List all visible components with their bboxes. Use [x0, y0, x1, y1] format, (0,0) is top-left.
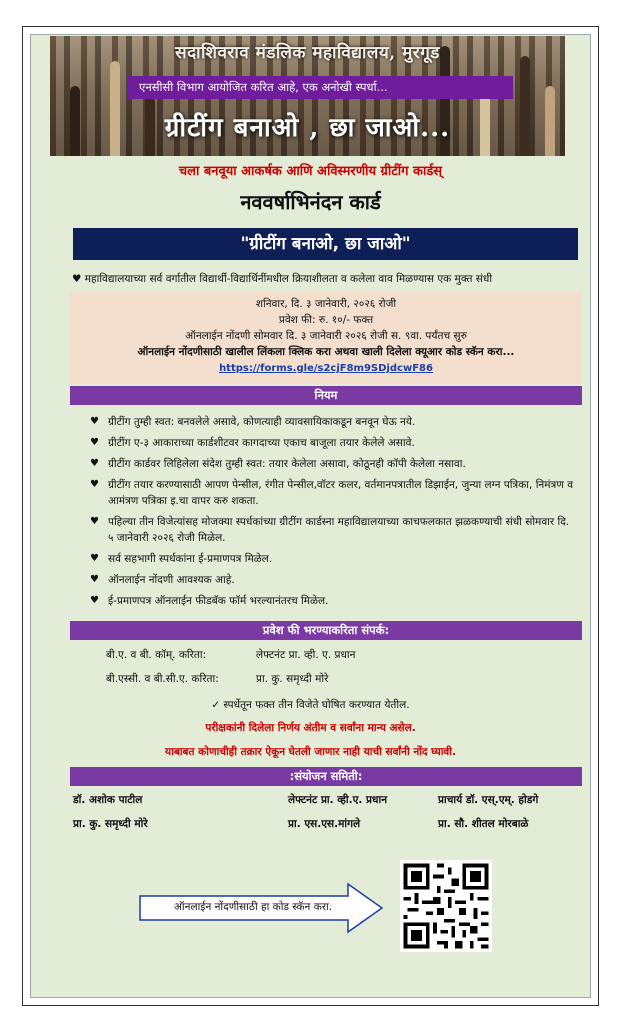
entry-fee: प्रवेश फी: रु. १०/- फक्त — [278, 314, 374, 326]
heart-icon: ♥ — [90, 479, 99, 490]
header-banner — [50, 36, 565, 156]
winners-note: ✓ स्पर्धेतून फक्त तीन विजेते घोषित करण्यात येतील. — [211, 699, 410, 711]
contact-heading: प्रवेश फी भरण्याकरिता संपर्क: — [70, 621, 582, 640]
committee-member: प्राचार्य डॉ. एस्.एम्. होडगे — [438, 794, 539, 806]
contact-label: बी.ए. व बी. कॉम्. करिता: — [106, 649, 207, 661]
list-item: ♥ ऑनलाईन नोंदणी आवश्यक आहे. — [90, 574, 235, 586]
contact-label: बी.एस्सी. व बी.सी.ए. करिता: — [106, 673, 219, 685]
rules-heading: नियम — [70, 386, 582, 405]
college-name: सदाशिवराव मंडलिक महाविद्यालय, मुरगूड — [175, 43, 440, 63]
list-item: ♥ पहिल्या तीन विजेत्यांसह मोजक्या स्पर्धकांच्या ग्रीटींग कार्डस्ना महाविद्यालयाच्या काचफलकात झळकण्याची संधी सोमवार दि. ५ जानेवारी २०२६ रोजी मिळेल. — [90, 516, 570, 544]
committee-heading: :संयोजन समिती: — [70, 767, 582, 786]
qr-code-icon[interactable] — [400, 860, 492, 952]
registration-link[interactable]: https://forms.gle/s2cjF8m9SDjdcwF86 — [219, 363, 433, 374]
complaint-note: याबाबत कोणाचीही तक्रार ऐकून घेतली जाणार नाही याची सर्वांनी नोंद घ्यावी. — [165, 746, 456, 758]
event-info-box — [70, 292, 582, 384]
list-item: ♥ ग्रीटींग कार्डवर लिहिलेला संदेश तुम्ही स्वत: तयार केलेला असावा, कोठूनही कॉपी केलेला नसावा. — [90, 458, 466, 470]
card-title: नववर्षाभिनंदन कार्ड — [240, 190, 381, 214]
list-item: ♥ ई-प्रमाणपत्र ऑनलाईन फीडबॅक फॉर्म भरल्यानंतरच मिळेल. — [90, 595, 329, 607]
contact-row — [106, 672, 328, 686]
intro-text: ♥ महाविद्यालयाच्या सर्व वर्गातील विद्यार्थी-विद्यार्थिनींमधील क्रियाशीलता व कलेला वाव मिळण्यास एक मुक्त संधी — [72, 273, 493, 285]
subtitle: चला बनवूया आकर्षक आणि अविस्मरणीय ग्रीटींग कार्डस् — [178, 164, 443, 179]
heart-icon: ♥ — [90, 553, 99, 564]
heart-icon: ♥ — [90, 595, 99, 606]
judges-note: परीक्षकांनी दिलेला निर्णय अंतीम व सर्वांना मान्य असेल. — [205, 722, 416, 734]
heart-icon: ♥ — [90, 416, 99, 427]
banner-slogan: ग्रीटींग बनाओ , छा जाओ... — [164, 113, 451, 143]
organizer-strip: एनसीसी विभाग आयोजित करित आहे, एक अनोखी स्पर्धा... — [127, 76, 513, 99]
heart-icon: ♥ — [90, 574, 99, 585]
heart-icon: ♥ — [90, 437, 99, 448]
committee-member: प्रा. एस.एस.मांगले — [288, 818, 361, 830]
contact-row — [106, 648, 355, 662]
qr-arrow — [138, 882, 384, 934]
list-item: ♥ ग्रीटींग तुम्ही स्वत: बनवलेले असावे, कोणत्याही व्यावसायिकाकडून बनवून घेऊ नये. — [90, 416, 416, 428]
committee-member: लेफ्टनंट प्रा. व्ही.ए. प्रधान — [288, 794, 388, 806]
qr-prompt: ऑनलाईन नोंदणीसाठी हा कोड स्कॅन करा. — [173, 901, 333, 913]
contact-name: लेफ्टनंट प्रा. व्ही. ए. प्रधान — [256, 649, 356, 661]
committee-member: प्रा. कु. समृध्दी मोरे — [73, 818, 148, 830]
event-date: शनिवार, दि. ३ जानेवारी, २०२६ रोजी — [255, 298, 397, 310]
heart-icon: ♥ — [90, 458, 99, 469]
registration-instruction: ऑनलाईन नोंदणीसाठी खालील लिंकला क्लिक करा अथवा खाली दिलेला क्यूआर कोड स्कॅन करा... — [137, 346, 515, 358]
list-item: ♥ सर्व सहभागी स्पर्धकांना ई-प्रमाणपत्र मिळेल. — [90, 553, 273, 565]
contact-name: प्रा. कु. समृध्दी मोरे — [256, 673, 329, 685]
rules-list — [90, 414, 574, 614]
list-item: ♥ ग्रीटींग ए-३ आकाराच्या कार्डशीटवर कागदाच्या एकाच बाजूला तयार केलेले असावे. — [90, 437, 415, 449]
committee-member: डॉ. अशोक पाटील — [73, 794, 143, 806]
slogan-bar: "ग्रीटींग बनाओ, छा जाओ" — [73, 228, 578, 260]
committee-member: प्रा. सौ. शीतल मोरबाळे — [438, 818, 529, 830]
registration-deadline: ऑनलाईन नोंदणी सोमवार दि. ३ जानेवारी २०२६ रोजी स. ९वा. पर्यंतच सुरु — [185, 330, 467, 342]
heart-icon: ♥ — [90, 516, 99, 527]
list-item: ♥ ग्रीटींग तयार करण्यासाठी आपण पेन्सील, रंगीत पेन्सील,वॉटर कलर, वर्तमानपत्रातील डिझाईन, जुन्या लग्न पत्रिका, निमंत्रण व आमंत्रण पत्रिका इ.चा वापर करु शकता. — [90, 479, 574, 507]
